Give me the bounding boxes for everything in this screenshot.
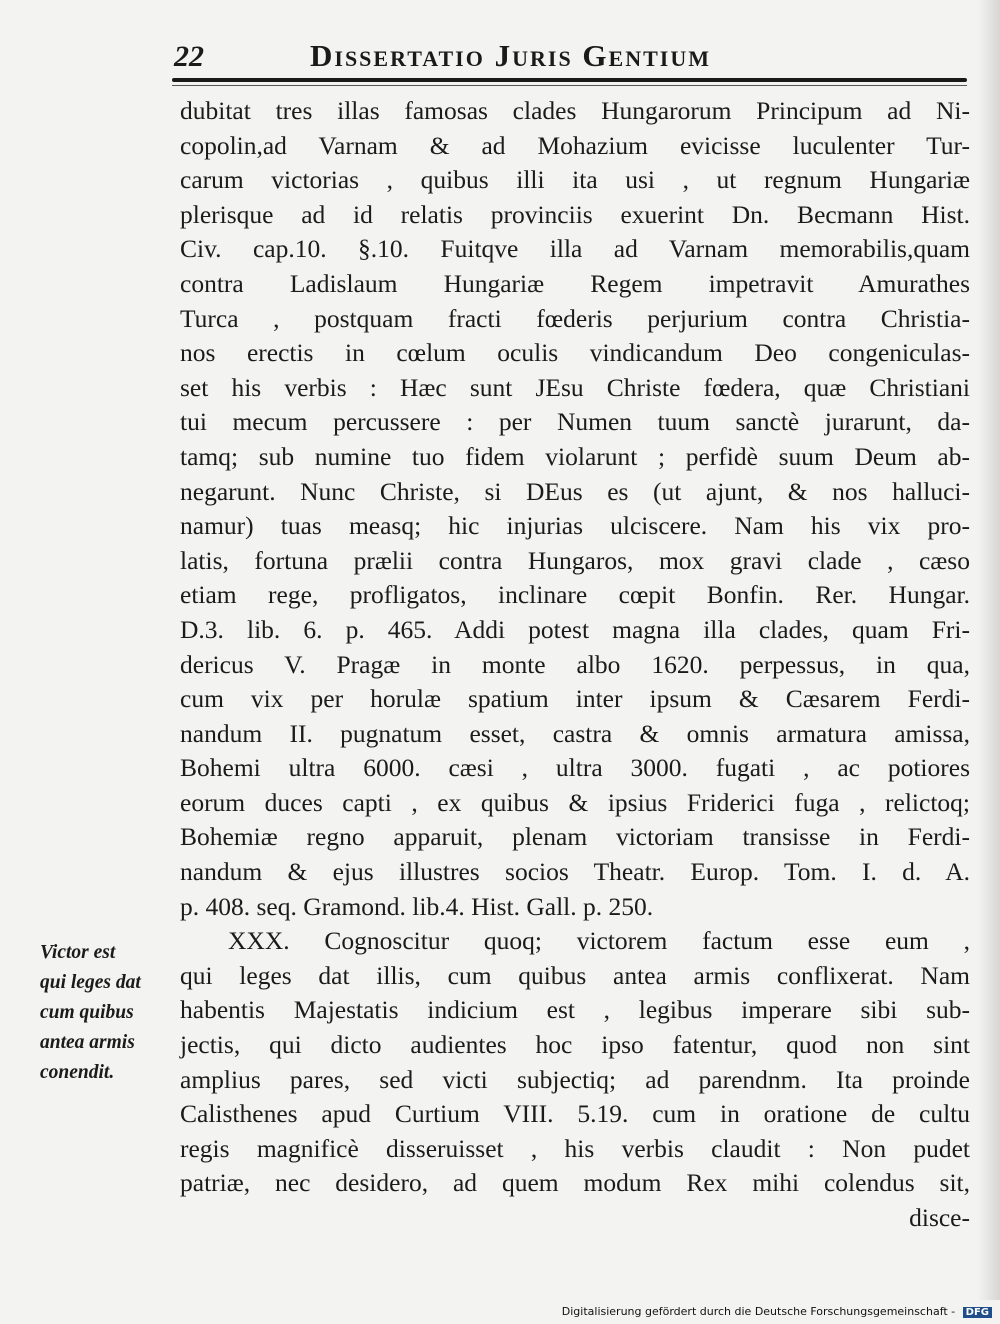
text-line: regis magnificè disseruisset , his verbis claudit : Non pudet: [180, 1133, 970, 1163]
text-line: XXX. Cognoscitur quoq; victorem factum esse eum ,: [228, 926, 970, 956]
text-line: tamq; sub numine tuo fidem violarunt ; perfidè suum Deum ab-: [180, 441, 970, 471]
text-line: Turca , postquam fracti fœderis perjurium contra Christia-: [180, 303, 970, 333]
text-line: Civ. cap.10. §.10. Fuitqve illa ad Varnam memorabilis,quam: [180, 234, 970, 264]
marginal-note-line: qui leges dat: [40, 972, 141, 993]
text-line: jectis, qui dicto audientes hoc ipso fatentur, quod non sint: [180, 1030, 970, 1060]
page-number: 22: [174, 40, 204, 73]
marginal-note-line: cum quibus: [40, 1002, 134, 1023]
text-line: dubitat tres illas famosas clades Hungarorum Principum ad Ni-: [180, 96, 970, 125]
text-line: D.3. lib. 6. p. 465. Addi potest magna illa clades, quam Fri-: [180, 614, 970, 644]
text-line: Bohemi ultra 6000. cæsi , ultra 3000. fugati , ac potiores: [180, 753, 970, 783]
text-line: contra Ladislaum Hungariæ Regem impetravit Amurathes: [180, 268, 970, 298]
dfg-logo: DFG: [963, 1307, 992, 1318]
header-rule-thin: [172, 85, 967, 86]
text-line: nandum & ejus illustres socios Theatr. Europ. Tom. I. d. A.: [180, 857, 970, 887]
page-edge-shadow: [978, 0, 1000, 1300]
marginal-note: [40, 938, 175, 1088]
text-line: amplius pares, sed victi subjectiq; ad parendnm. Ita proinde: [180, 1064, 970, 1094]
text-line: cum vix per horulæ spatium inter ipsum & Cæsarem Ferdi-: [180, 684, 970, 714]
text-line: negarunt. Nunc Christe, si DEus es (ut ajunt, & nos halluci-: [180, 476, 970, 506]
text-line: p. 408. seq. Gramond. lib.4. Hist. Gall. p. 250.: [180, 891, 654, 921]
text-line: nandum II. pugnatum esset, castra & omnis armatura amissa,: [180, 718, 970, 748]
text-line: patriæ, nec desidero, ad quem modum Rex mihi colendus sit,: [180, 1168, 970, 1198]
page-header: [170, 38, 970, 78]
marginal-note-line: Victor est: [40, 942, 116, 963]
text-line: qui leges dat illis, cum quibus antea armis conflixerat. Nam: [180, 960, 970, 990]
text-line: habentis Majestatis indicium est , legibus imperare sibi sub-: [180, 995, 970, 1025]
text-line: carum victorias , quibus illi ita usi , ut regnum Hungariæ: [180, 165, 970, 195]
text-line: dericus V. Pragæ in monte albo 1620. perpessus, in qua,: [180, 649, 970, 679]
marginal-note-line: antea armis: [40, 1032, 135, 1053]
text-line: etiam rege, profligatos, inclinare cœpit Bonfin. Rer. Hungar.: [180, 580, 970, 610]
text-line: tui mecum percussere : per Numen tuum sanctè jurarunt, da-: [180, 407, 970, 437]
text-line: nos erectis in cœlum oculis vindicandum Deo congeniculas-: [180, 338, 970, 368]
text-line: plerisque ad id relatis provinciis exuerint Dn. Becmann Hist.: [180, 199, 970, 229]
text-line: disce-: [909, 1203, 970, 1232]
marginal-note-line: conendit.: [40, 1062, 115, 1083]
digitization-footer: [562, 1305, 992, 1318]
running-title: Dissertatio Juris Gentium: [310, 38, 711, 73]
text-line: Bohemiæ regno apparuit, plenam victoriam transisse in Ferdi-: [180, 822, 970, 852]
text-line: latis, fortuna prælii contra Hungaros, mox gravi clade , cæso: [180, 545, 970, 575]
main-text-block: [180, 94, 970, 1236]
text-line: eorum duces capti , ex quibus & ipsius Friderici fuga , relictoq;: [180, 787, 970, 817]
footer-text: Digitalisierung gefördert durch die Deutsche Forschungsgemeinschaft -: [561, 1305, 956, 1318]
text-line: namur) tuas measq; hic injurias ulciscere. Nam his vix pro-: [180, 511, 970, 541]
header-rule: [172, 78, 967, 82]
text-line: set his verbis : Hæc sunt JEsu Christe fœdera, quæ Christiani: [180, 372, 970, 402]
text-line: Calisthenes apud Curtium VIII. 5.19. cum in oratione de cultu: [180, 1099, 970, 1129]
text-line: copolin,ad Varnam & ad Mohazium evicisse luculenter Tur-: [180, 130, 970, 160]
